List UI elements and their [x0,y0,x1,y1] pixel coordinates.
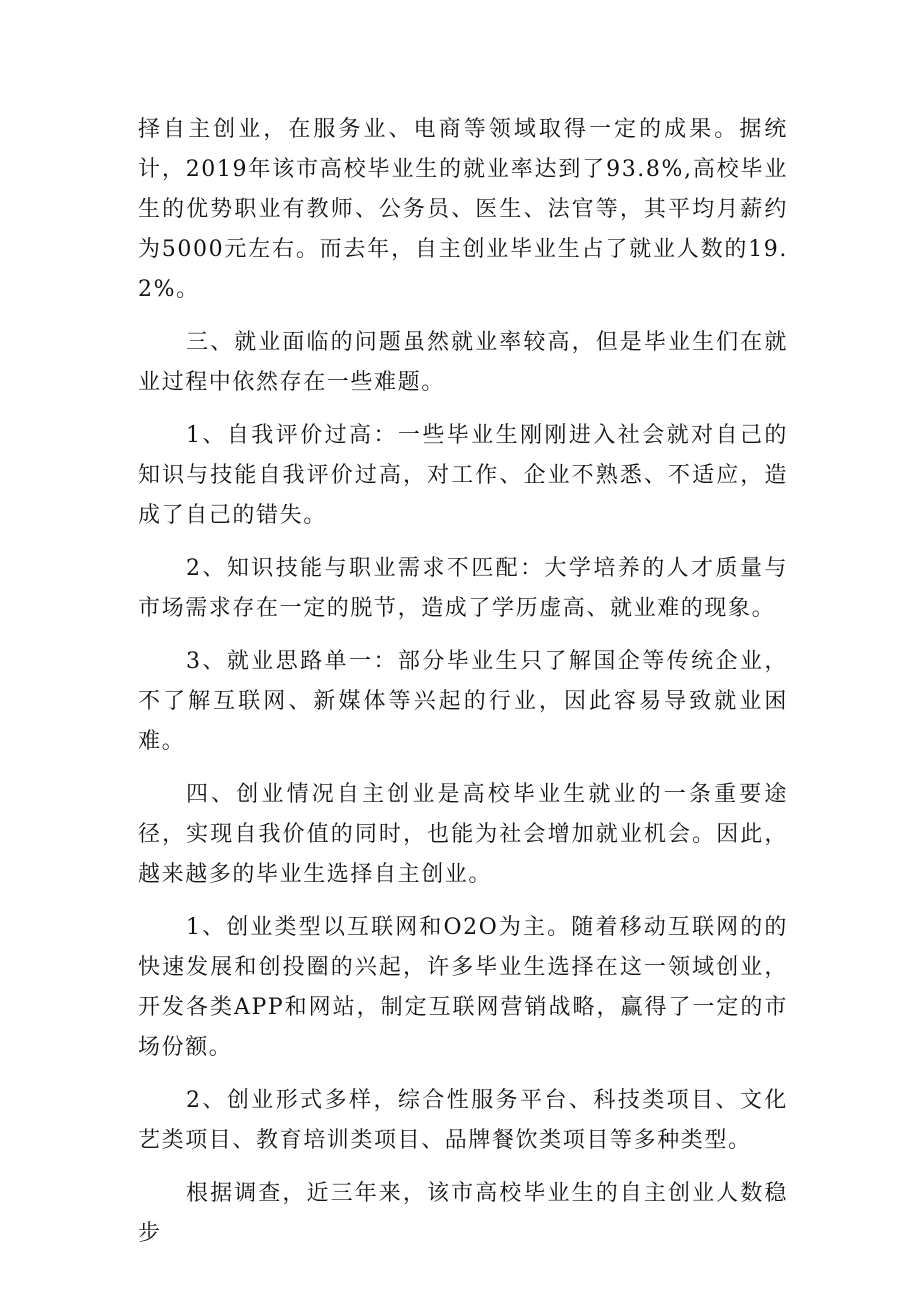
paragraph-item-startup-forms: 2、创业形式多样，综合性服务平台、科技类项目、文化艺类项目、教育培训类项目、品牌餐饮类项目等多种类型。 [138,1088,788,1153]
paragraph-item-startup-types: 1、创业类型以互联网和O2O为主。随着移动互联网的的快速发展和创投圈的兴起，许多毕业生选择在这一领域创业，开发各类APP和网站，制定互联网营销战略，赢得了一定的市场份额。 [138,915,788,1060]
paragraph-survey: 根据调查，近三年来，该市高校毕业生的自主创业人数稳步 [138,1181,788,1246]
paragraph-item-narrow-thinking: 3、就业思路单一：部分毕业生只了解国企等传统企业，不了解互联网、新媒体等兴起的行业，因此容易导致就业困难。 [138,649,788,754]
paragraph-continuation: 择自主创业，在服务业、电商等领域取得一定的成果。据统计，2019年该市高校毕业生的就业率达到了93.8%,高校毕业生的优势职业有教师、公务员、医生、法官等，其平均月薪约为5000元左右。而去年，自主创业毕业生占了就业人数的19.2%。 [138,117,788,302]
paragraph-item-self-evaluation: 1、自我评价过高：一些毕业生刚刚进入社会就对自己的知识与技能自我评价过高，对工作、企业不熟悉、不适应，造成了自己的错失。 [138,423,788,528]
paragraph-item-skills-mismatch: 2、知识技能与职业需求不匹配：大学培养的人才质量与市场需求存在一定的脱节，造成了学历虚高、就业难的现象。 [138,556,788,621]
paragraph-section-four-heading: 四、创业情况自主创业是高校毕业生就业的一条重要途径，实现自我价值的同时，也能为社会增加就业机会。因此，越来越多的毕业生选择自主创业。 [138,782,788,887]
paragraph-section-three-heading: 三、就业面临的问题虽然就业率较高，但是毕业生们在就业过程中依然存在一些难题。 [138,330,788,395]
document-body [138,110,788,1267]
